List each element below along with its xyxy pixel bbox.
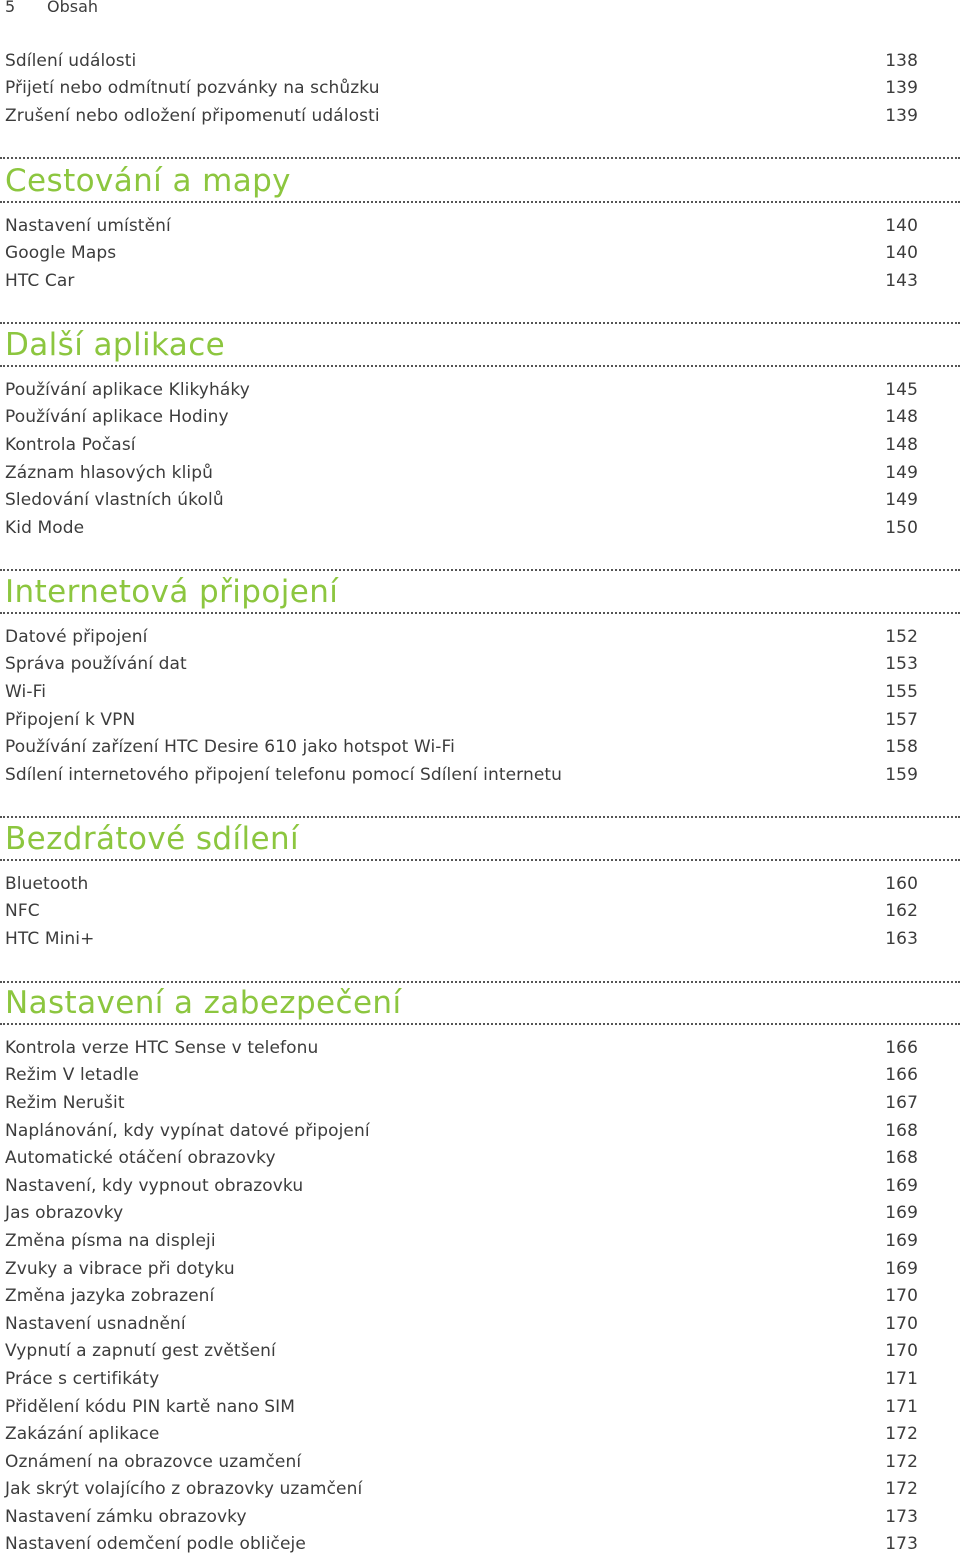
entry-page: 173 [885,1506,918,1527]
entry-title: Používání zařízení HTC Desire 610 jako hotspot Wi-Fi [5,737,455,758]
section-divider-top [0,157,960,159]
toc-entry[interactable] [5,102,918,130]
toc-entry[interactable] [5,1393,918,1421]
toc-entry[interactable] [5,267,918,295]
toc-entry[interactable] [5,733,918,761]
toc-entry[interactable] [5,1200,918,1228]
entry-title: HTC Mini+ [5,928,95,949]
toc-entry[interactable] [5,1365,918,1393]
entry-title: Kontrola verze HTC Sense v telefonu [5,1037,319,1058]
entry-title: Záznam hlasových klipů [5,462,214,483]
entry-page: 166 [885,1065,918,1086]
toc-entry[interactable] [5,1448,918,1476]
entry-page: 158 [885,737,918,758]
entry-title: Datové připojení [5,626,148,647]
toc-entry[interactable] [5,1089,918,1117]
entry-page: 152 [885,626,918,647]
entry-title: NFC [5,901,40,922]
entry-title: Přidělení kódu PIN kartě nano SIM [5,1396,296,1417]
entry-page: 149 [885,462,918,483]
entry-page: 168 [885,1120,918,1141]
entry-page: 159 [885,764,918,785]
toc-entry[interactable] [5,623,918,651]
entry-page: 140 [885,215,918,236]
toc-entry[interactable] [5,651,918,679]
entry-page: 168 [885,1148,918,1169]
entry-title: Změna písma na displeji [5,1230,216,1251]
entry-title: Připojení k VPN [5,709,136,730]
entry-title: Kontrola Počasí [5,434,136,455]
section-entries [5,870,918,953]
entry-page: 139 [885,78,918,99]
entry-title: Změna jazyka zobrazení [5,1286,215,1307]
entry-page: 155 [885,681,918,702]
entry-title: Jak skrýt volajícího z obrazovky uzamčení [5,1479,363,1500]
toc-entry[interactable] [5,1034,918,1062]
section-entries [5,623,918,789]
entry-page: 171 [885,1396,918,1417]
toc-entry[interactable] [5,1420,918,1448]
entry-page: 140 [885,243,918,264]
toc-entry[interactable] [5,706,918,734]
entry-page: 171 [885,1368,918,1389]
entry-page: 149 [885,490,918,511]
entry-page: 139 [885,105,918,126]
toc-entry[interactable] [5,404,918,432]
entry-title: Jas obrazovky [5,1203,124,1224]
toc-entry[interactable] [5,1282,918,1310]
entry-title: Režim Nerušit [5,1092,125,1113]
entry-title: Nastavení umístění [5,215,171,236]
entry-title: Google Maps [5,243,117,264]
entry-title: Nastavení, kdy vypnout obrazovku [5,1175,304,1196]
toc-entry[interactable] [5,240,918,268]
section-heading: Internetová připojení [5,574,339,610]
entry-page: 145 [885,379,918,400]
entry-page: 172 [885,1451,918,1472]
entry-page: 172 [885,1479,918,1500]
entry-page: 162 [885,901,918,922]
toc-entry[interactable] [5,1117,918,1145]
entry-page: 169 [885,1258,918,1279]
toc-entry[interactable] [5,47,918,75]
entry-title: Oznámení na obrazovce uzamčení [5,1451,302,1472]
entry-page: 170 [885,1313,918,1334]
entry-page: 148 [885,434,918,455]
toc-entry[interactable] [5,925,918,953]
entry-title: Používání aplikace Hodiny [5,407,229,428]
toc-entry[interactable] [5,1531,918,1558]
entry-title: Sdílení události [5,50,137,71]
entry-page: 143 [885,270,918,291]
section-heading: Nastavení a zabezpečení [5,985,402,1021]
page-header [5,0,98,18]
toc-entry[interactable] [5,678,918,706]
entry-title: Režim V letadle [5,1065,139,1086]
section-heading: Cestování a mapy [5,163,291,199]
entry-title: Používání aplikace Klikyháky [5,379,250,400]
entry-page: 160 [885,873,918,894]
entry-page: 169 [885,1203,918,1224]
entry-page: 163 [885,928,918,949]
section-divider-top [0,322,960,324]
entry-page: 167 [885,1092,918,1113]
entry-title: Bluetooth [5,873,89,894]
entry-page: 173 [885,1534,918,1555]
section-entries [5,1034,918,1558]
entry-page: 169 [885,1230,918,1251]
toc-entry[interactable] [5,1338,918,1366]
page-title: Obsah [47,0,99,16]
toc-entry[interactable] [5,1476,918,1504]
entry-title: Práce s certifikáty [5,1368,160,1389]
section-entries [5,212,918,295]
entry-page: 170 [885,1341,918,1362]
page-number: 5 [5,0,16,16]
entry-title: Zrušení nebo odložení připomenutí události [5,105,380,126]
entry-page: 166 [885,1037,918,1058]
entry-title: Sdílení internetového připojení telefonu pomocí Sdílení internetu [5,764,563,785]
entry-title: Naplánování, kdy vypínat datové připojení [5,1120,370,1141]
entry-title: Sledování vlastních úkolů [5,490,224,511]
entry-title: Wi-Fi [5,681,47,702]
section-heading: Další aplikace [5,327,226,363]
entry-title: HTC Car [5,270,75,291]
entry-title: Vypnutí a zapnutí gest zvětšení [5,1341,276,1362]
toc-entry[interactable] [5,1062,918,1090]
entry-page: 153 [885,654,918,675]
toc-entry[interactable] [5,898,918,926]
entry-page: 172 [885,1424,918,1445]
entry-title: Nastavení odemčení podle obličeje [5,1534,306,1555]
toc-entry[interactable] [5,1172,918,1200]
toc-entry[interactable] [5,1503,918,1531]
entry-title: Automatické otáčení obrazovky [5,1148,276,1169]
entry-page: 169 [885,1175,918,1196]
entry-title: Zakázání aplikace [5,1424,160,1445]
toc-entry[interactable] [5,486,918,514]
entry-title: Správa používání dat [5,654,187,675]
section-divider-bottom [0,365,960,367]
toc-entry[interactable] [5,514,918,542]
entry-page: 148 [885,407,918,428]
toc-entry[interactable] [5,431,918,459]
section-divider-bottom [0,201,960,203]
entry-page: 170 [885,1286,918,1307]
toc-entry[interactable] [5,376,918,404]
section-divider-bottom [0,612,960,614]
section-divider-bottom [0,859,960,861]
entry-page: 150 [885,517,918,538]
entry-page: 138 [885,50,918,71]
section-entries [5,376,918,542]
section-divider-top [0,816,960,818]
toc-entry[interactable] [5,1227,918,1255]
top-entries [5,47,918,130]
entry-title: Kid Mode [5,517,85,538]
entry-title: Zvuky a vibrace při dotyku [5,1258,235,1279]
section-divider-bottom [0,1023,960,1025]
toc-entry[interactable] [5,212,918,240]
toc-entry[interactable] [5,1144,918,1172]
entry-title: Nastavení zámku obrazovky [5,1506,247,1527]
toc-entry[interactable] [5,1310,918,1338]
toc-entry[interactable] [5,1255,918,1283]
toc-entry[interactable] [5,870,918,898]
toc-entry[interactable] [5,75,918,103]
toc-entry[interactable] [5,459,918,487]
section-divider-top [0,569,960,571]
entry-page: 157 [885,709,918,730]
entry-title: Nastavení usnadnění [5,1313,186,1334]
entry-title: Přijetí nebo odmítnutí pozvánky na schůzku [5,78,380,99]
section-heading: Bezdrátové sdílení [5,821,300,857]
toc-entry[interactable] [5,761,918,789]
